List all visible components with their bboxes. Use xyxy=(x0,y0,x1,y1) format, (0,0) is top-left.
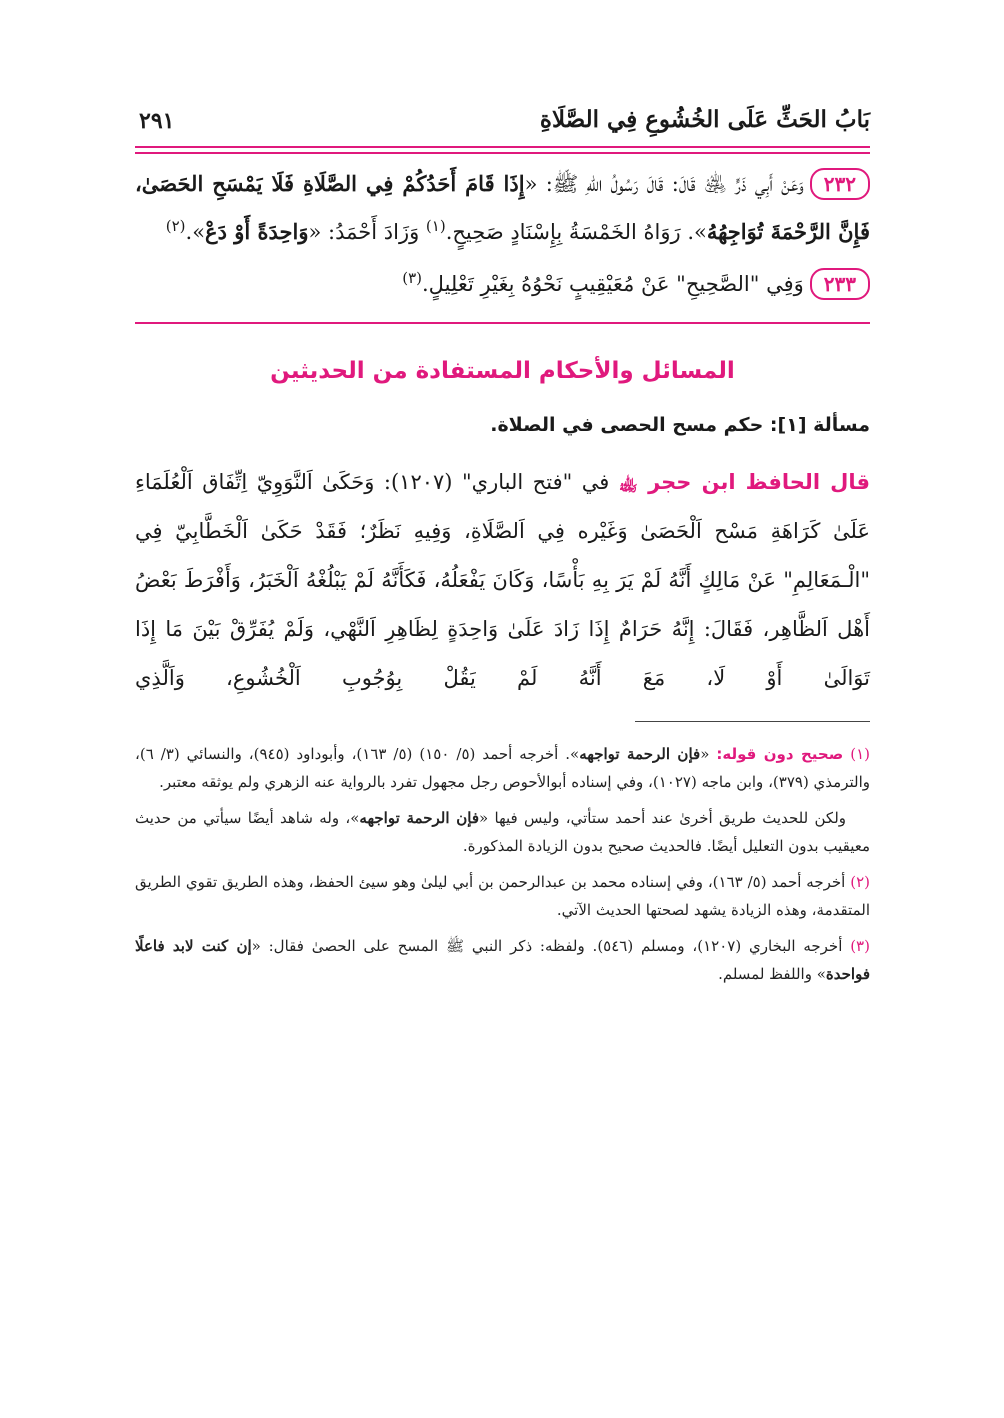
footnote-grading: صحيح دون قوله: xyxy=(716,745,844,763)
page-header xyxy=(135,100,870,144)
footnote-1 xyxy=(135,740,870,796)
section-heading: المسائل والأحكام المستفادة من الحديثين xyxy=(270,358,735,384)
hadith-matn: وَاحِدَةً أَوْ دَعْ xyxy=(205,219,309,244)
hadith-233 xyxy=(135,260,870,308)
hadith-number-badge: ٢٣٢ xyxy=(810,168,870,200)
hadith-text: وَفِي "الصَّحِيحِ" عَنْ مُعَيْقِيبٍ نَحْوُهُ بِغَيْرِ تَعْلِيلٍ. xyxy=(422,272,804,296)
footnote-number: (١) xyxy=(850,745,870,763)
page-number: ٢٩١ xyxy=(139,108,175,134)
footnote-number: (٣) xyxy=(850,937,870,955)
hadith-text: ». xyxy=(185,220,206,244)
hadith-text: ». رَوَاهُ الخَمْسَةُ بِإِسْنَادٍ صَحِيحٍ. xyxy=(445,220,707,244)
hadith-matn: إِذَا قَامَ أَحَدُكُمْ فِي الصَّلَاةِ فَلَا يَمْسَحِ الحَصَىٰ، فَإِنَّ الرَّحْمَةَ تُوَاجِهُهُ xyxy=(135,171,870,244)
commentary-text: في "فتح الباري" (١٢٠٧): وَحَكَىٰ اَلنَّوَوِيّ اِتِّفَاق اَلْعُلَمَاءِ عَلَىٰ كَرَاهَةِ مَسْح اَلْحَصَىٰ وَغَيْره فِي اَلصَّلَاةِ، وَفِيهِ نَظَرٌ؛ فَقَدْ حَكَىٰ اَلْخَطَّابِيّ فِي "الْـمَعَالِمِ" عَنْ مَالِكٍ أَنَّهُ لَمْ يَرَ بِهِ بَأْسًا، وَكَانَ يَفْعَلُهُ، فَكَأَنَّهُ لَمْ يَبْلُغْهُ اَلْخَبَرُ، وَأَفْرَطَ بَعْضُ أَهْل اَلظَّاهِر، فَقَالَ: إِنَّهُ حَرَامٌ إِذَا زَادَ عَلَىٰ وَاحِدَةٍ لِظَاهِرِ اَلنَّهْي، وَلَمْ يُفَرِّقْ بَيْنَ مَا إِذَا تَوَالَىٰ أَوْ لَا، مَعَ أَنَّهُ لَمْ يَقُلْ بِوُجُوبِ اَلْخُشُوعِ، وَاَلَّذِي xyxy=(135,470,870,690)
footnote-ref: (٣) xyxy=(402,269,422,287)
footnote-2 xyxy=(135,868,870,924)
footnote-text: »، وله شاهد أيضًا سيأتي من حديث معيقيب بدون التعليل أيضًا. فالحديث صحيح بدون الزيادة المذكورة. xyxy=(135,809,870,855)
section-divider xyxy=(135,322,870,324)
footnote-text: » واللفظ لمسلم. xyxy=(718,965,826,983)
masala-heading: مسألة [١]: حكم مسح الحصى في الصلاة. xyxy=(490,414,870,436)
header-divider xyxy=(135,146,870,154)
footnote-text: أخرجه أحمد (٥/ ١٦٣)، وفي إسناده محمد بن عبدالرحمن بن أبي ليلىٰ وهو سيئ الحفظ، وهذه الطريق تقوي الطريق المتقدمة، وهذه الزيادة يشهد لصحتها الحديث الآتي. xyxy=(135,873,870,919)
hadith-232 xyxy=(135,160,870,256)
footnote-text: أخرجه البخاري (١٢٠٧)، ومسلم (٥٤٦). ولفظه: ذكر النبي ﷺ المسح على الحصىٰ فقال: « xyxy=(251,937,851,955)
footnote-1-continued xyxy=(135,804,870,860)
footnote-text: ولكن للحديث طريق أخرىٰ عند أحمد ستأتي، وليس فيها « xyxy=(479,809,847,827)
quoted-scholar: قال الحافظ ابن حجر ﵀ xyxy=(618,470,870,494)
hadith-number-badge: ٢٣٣ xyxy=(810,268,870,300)
commentary-paragraph xyxy=(135,458,870,703)
footnotes xyxy=(135,740,870,988)
footnote-quote: فإن الرحمة تواجهه xyxy=(359,809,480,827)
hadith-text: وَعَنْ أَبِي ذَرٍّ ﵁ قَالَ: قَالَ رَسُولُ اللهِ ﷺ: « xyxy=(524,172,804,196)
hadith-text: وَزَادَ أَحْمَدُ: « xyxy=(308,220,426,244)
footnote-divider xyxy=(635,721,870,722)
hadith-section xyxy=(135,160,870,308)
footnote-text: ». أخرجه أحمد (٥/ ١٥٠) (٥/ ١٦٣)، وأبوداود (٩٤٥)، والنسائي (٣/ ٦)، والترمذي (٣٧٩)، وابن ماجه (١٠٢٧)، وفي إسناده أبوالأحوص رجل مجهول تفرد بالرواية عنه الزهري ولم يوثقه معتبر. xyxy=(135,745,870,791)
footnote-text: « xyxy=(700,745,717,763)
footnote-quote: فإن الرحمة تواجهه xyxy=(579,745,701,763)
footnote-3 xyxy=(135,932,870,988)
footnote-ref: (١) xyxy=(425,217,446,235)
chapter-title: بَابُ الحَثِّ عَلَى الخُشُوعِ فِي الصَّلَاةِ xyxy=(539,106,870,133)
footnote-quote: إن كنت لابد فاعلًا فواحدة xyxy=(135,937,870,983)
footnote-number: (٢) xyxy=(850,873,870,891)
footnote-ref: (٢) xyxy=(165,217,186,235)
book-page xyxy=(135,100,870,996)
